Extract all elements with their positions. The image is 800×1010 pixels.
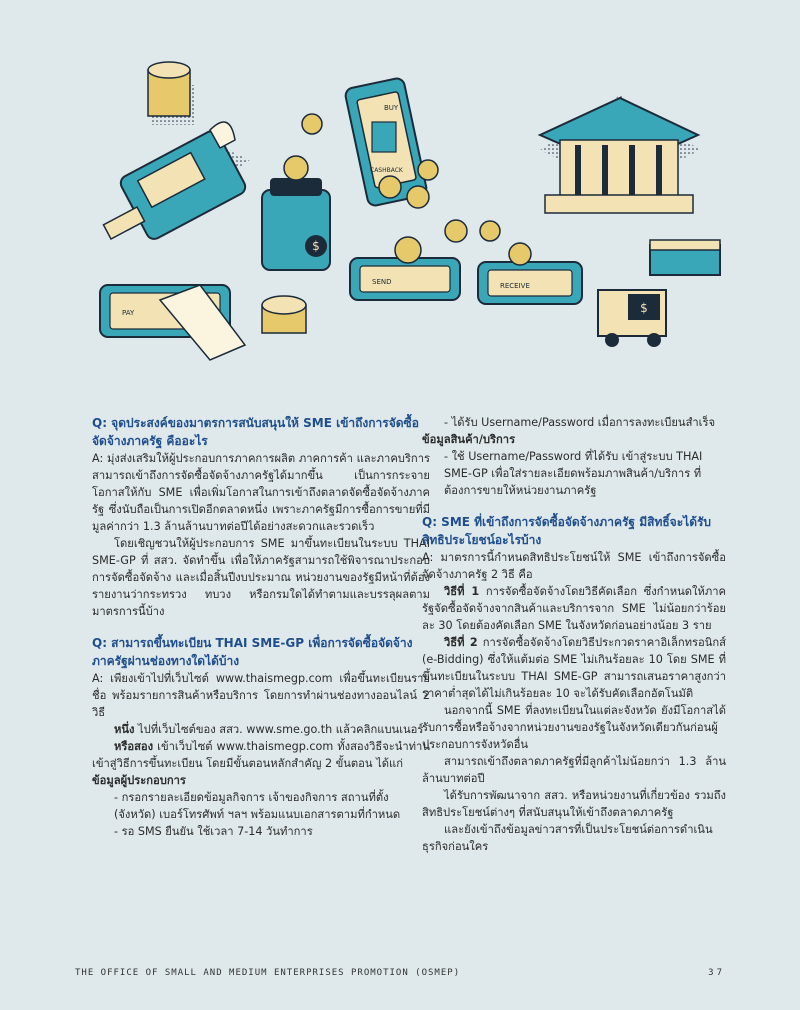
method-1-text: การจัดซื้อจัดจ้างโดยวิธีคัดเลือก ซึ่งกำหนดให้ภาครัฐจัดซื้อจัดจ้างจากสินค้าและบริการจาก SME ไม่น้อยกว่าร้อยละ 30 โดยต้องคัดเลือก SME ในจังหวัดก่อนอย่างน้อย 3 ราย	[422, 585, 726, 632]
jar-dollar-label: $	[312, 239, 320, 253]
right-column	[422, 414, 726, 855]
phone-send-label: SEND	[372, 278, 392, 286]
left-column	[92, 414, 430, 840]
phone-receive-graphic	[478, 243, 582, 304]
entrepreneur-heading: ข้อมูลผู้ประกอบการ	[92, 774, 186, 787]
bullet-wait-sms: - รอ SMS ยืนยัน ใช้เวลา 7-14 วันทำการ	[114, 825, 313, 838]
paragraph-support: ได้รับการพัฒนาจาก สสว. หรือหน่วยงานที่เกี่ยวข้อง รวมถึงสิทธิประโยชน์ต่างๆ ที่สนับสนุนให้เข้าถึงตลาดภาครัฐ	[422, 789, 726, 819]
answer-registration: A: เพียงเข้าไปที่เว็บไซต์ www.thaismegp.com เพื่อขึ้นทะเบียนรายชื่อ พร้อมรายการสินค้าหรือบริการ โดยการทำผ่านช่องทางออนไลน์ 2 วิธี	[92, 672, 430, 719]
answer-purpose: A: มุ่งส่งเสริมให้ผู้ประกอบการภาคการผลิต ภาคการค้า และภาคบริการ สามารถเข้าถึงการจัดซื้อจัดจ้างภาครัฐได้มากขึ้น เป็นการกระจายโอกาสให้กับ SME เพื่อเพิ่มโอกาสในการเข้าถึงตลาดจัดซื้อจัดจ้างภาครัฐ ซึ่งนับถือเป็นการเปิดอีกตลาดหนึ่ง เพราะภาครัฐมีการซื้อการขายที่มีมูลค่ากว่า 1.3 ล้านล้านบาทต่อปีได้อย่างสะดวกและรวดเร็ว	[92, 452, 430, 533]
coin-stack-top-left	[148, 62, 196, 125]
paragraph-province: นอกจากนี้ SME ที่ลงทะเบียนในแต่ละจังหวัด ยังมีโอกาสได้รับการซื้อหรือจ้างจากหน่วยงานของรัฐในจังหวัดเดียวกันก่อนผู้ประกอบการจังหวัดอื่น	[422, 704, 726, 751]
phone-buy-label: BUY	[384, 104, 399, 112]
method-two-label: หรือสอง	[114, 740, 154, 753]
method-one-text: ไปที่เว็บไซต์ของ สสว. www.sme.go.th แล้วคลิกแบนเนอร์	[134, 723, 424, 736]
page-number: 37	[708, 968, 725, 978]
method-two-text: เข้าเว็บไซต์ www.thaismegp.com ทั้งสองวิธีจะนำท่านเข้าสู่วิธีการขึ้นทะเบียน โดยมีขั้นตอนหลักสำคัญ 2 ขั้นตอน ได้แก่	[92, 740, 430, 770]
question-purpose: Q: จุดประสงค์ของมาตรการสนับสนุนให้ SME เข้าถึงการจัดซื้อจัดจ้างภาครัฐ คืออะไร	[92, 416, 419, 448]
footer-org: THE OFFICE OF SMALL AND MEDIUM ENTERPRISES PROMOTION (OSMEP)	[75, 968, 461, 978]
question-registration: Q: สามารถขึ้นทะเบียน THAI SME-GP เพื่อการจัดซื้อจัดจ้างภาครัฐผ่านช่องทางใดได้บ้าง	[92, 636, 413, 668]
delivery-van-graphic	[598, 290, 666, 347]
phone-pay-label: PAY	[122, 309, 135, 317]
phone-cashback-label: CASHBACK	[370, 167, 403, 174]
cash-bundle-graphic	[650, 240, 720, 275]
van-dollar-label: $	[640, 301, 648, 315]
bullet-fill-details: - กรอกรายละเอียดข้อมูลกิจการ เจ้าของกิจการ สถานที่ตั้ง (จังหวัด) เบอร์โทรศัพท์ ฯลฯ พร้อมแนบเอกสารตามที่กำหนด	[114, 791, 401, 821]
phone-receive-label: RECEIVE	[500, 282, 530, 290]
coin-stack-bottom	[262, 296, 306, 333]
paragraph-market: สามารถเข้าถึงตลาดภาครัฐที่มีลูกค้าไม่น้อยกว่า 1.3 ล้านล้านบาทต่อปี	[422, 755, 726, 785]
paragraph-news: และยังเข้าถึงข้อมูลข่าวสารที่เป็นประโยชน์ต่อการดำเนินธุรกิจก่อนใคร	[422, 823, 713, 853]
method-1	[422, 583, 726, 634]
page-footer	[75, 968, 725, 978]
hero-illustration	[0, 0, 800, 400]
money-jar-graphic	[262, 114, 330, 270]
method-1-label: วิธีที่ 1	[444, 585, 480, 598]
method-one-label: หนึ่ง	[114, 723, 135, 736]
method-2-text: การจัดซื้อจัดจ้างโดยวิธีประกวดราคาอิเล็กทรอนิกส์ (e-Bidding) ซึ่งให้แต้มต่อ SME ไม่เกินร้อยละ 10 โดย SME ที่ขึ้นทะเบียนในระบบ THAI SME-GP สามารถเสนอราคาสูงกว่าราคาต่ำสุดได้ไม่เกินร้อยละ 10 จะได้รับคัดเลือกอัตโนมัติ	[422, 636, 726, 700]
product-heading: ข้อมูลสินค้า/บริการ	[422, 433, 516, 446]
method-2-label: วิธีที่ 2	[444, 636, 478, 649]
bullet-login: - ใช้ Username/Password ที่ได้รับ เข้าสู่ระบบ THAI SME-GP เพื่อใส่รายละเอียดพร้อมภาพสินค้า/บริการ ที่ต้องการขายให้หน่วยงานภาครัฐ	[444, 450, 703, 497]
paragraph-invitation: โดยเชิญชวนให้ผู้ประกอบการ SME มาขึ้นทะเบียนในระบบ THAI SME-GP ที่ สสว. จัดทำขึ้น เพื่อให้ภาครัฐสามารถใช้พิจารณาประกอบการจัดซื้อจัดจ้าง และเมื่อสิ้นปีงบประมาณ หน่วยงานของรัฐมีหน้าที่ต้องรายงานว่ากระทรวง ทบวง หรือกรมใดได้ทำตามและบรรลุผลตามมาตรการนี้บ้าง	[92, 537, 430, 618]
bank-building-graphic	[540, 95, 700, 213]
card-terminal-graphic	[103, 122, 250, 242]
phone-pay-graphic	[100, 285, 245, 360]
method-2	[422, 634, 726, 702]
question-benefits: Q: SME ที่เข้าถึงการจัดซื้อจัดจ้างภาครัฐ มีสิทธิ์จะได้รับสิทธิประโยชน์อะไรบ้าง	[422, 515, 712, 547]
answer-benefits: A: มาตรการนี้กำหนดสิทธิประโยชน์ให้ SME เข้าถึงการจัดซื้อจัดจ้างภาครัฐ 2 วิธี คือ	[422, 551, 726, 581]
method-two	[92, 738, 430, 772]
method-one	[92, 721, 430, 738]
phone-send-graphic	[350, 237, 460, 300]
bullet-username: - ได้รับ Username/Password เมื่อการลงทะเบียนสำเร็จ	[444, 416, 716, 429]
